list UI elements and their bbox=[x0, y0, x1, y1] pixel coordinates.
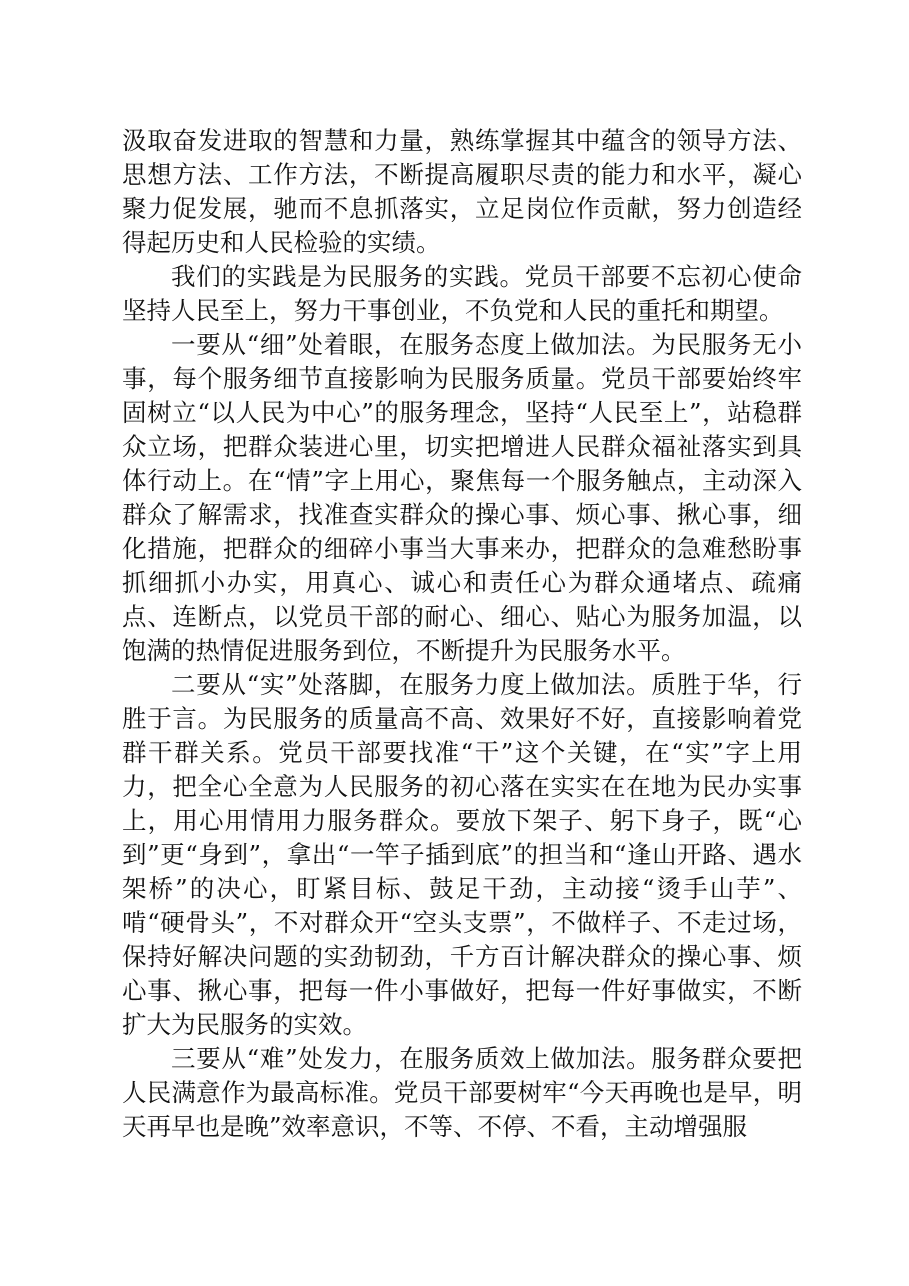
paragraph-practice: 我们的实践是为民服务的实践。党员干部要不忘初心使命坚持人民至上，努力干事创业，不负党和人民的重托和期望。 bbox=[122, 262, 802, 325]
paragraph-point-three: 三要从“难”处发力，在服务质效上做加法。服务群众要把人民满意作为最高标准。党员干部要树牢“今天再晚也是早，明天再早也是晚”效率意识，不等、不停、不看，主动增强服 bbox=[122, 1044, 802, 1141]
body-text bbox=[122, 124, 802, 1144]
paragraph-point-two: 二要从“实”处落脚，在服务力度上做加法。质胜于华，行胜于言。为民服务的质量高不高、效果好不好，直接影响着党群干群关系。党员干部要找准“干”这个关键，在“实”字上用力，把全心全意为人民服务的初心落在实实在在地为民办实事上，用心用情用力服务群众。要放下架子、躬下身子，既“心到”更“身到”，拿出“一竿子插到底”的担当和“逢山开路、遇水架桥”的决心，盯紧目标、鼓足干劲，主动接“烫手山芋”、啃“硬骨头”，不对群众开“空头支票”，不做样子、不走过场，保持好解决问题的实劲韧劲，千方百计解决群众的操心事、烦心事、揪心事，把每一件小事做好，把每一件好事做实，不断扩大为民服务的实效。 bbox=[122, 670, 802, 1039]
paragraph-point-one: 一要从“细”处着眼，在服务态度上做加法。为民服务无小事，每个服务细节直接影响为民服务质量。党员干部要始终牢固树立“以人民为中心”的服务理念，坚持“人民至上”，站稳群众立场，把群众装进心里，切实把增进人民群众福祉落实到具体行动上。在“情”字上用心，聚焦每一个服务触点，主动深入群众了解需求，找准查实群众的操心事、烦心事、揪心事，细化措施，把群众的细碎小事当大事来办，把群众的急难愁盼事抓细抓小办实，用真心、诚心和责任心为群众通堵点、疏痛点、连断点，以党员干部的耐心、细心、贴心为服务加温，以饱满的热情促进服务到位，不断提升为民服务水平。 bbox=[122, 330, 802, 665]
paragraph-continuation: 汲取奋发进取的智慧和力量，熟练掌握其中蕴含的领导方法、思想方法、工作方法，不断提高履职尽责的能力和水平，凝心聚力促发展，驰而不息抓落实，立足岗位作贡献，努力创造经得起历史和人民检验的实绩。 bbox=[122, 126, 802, 257]
